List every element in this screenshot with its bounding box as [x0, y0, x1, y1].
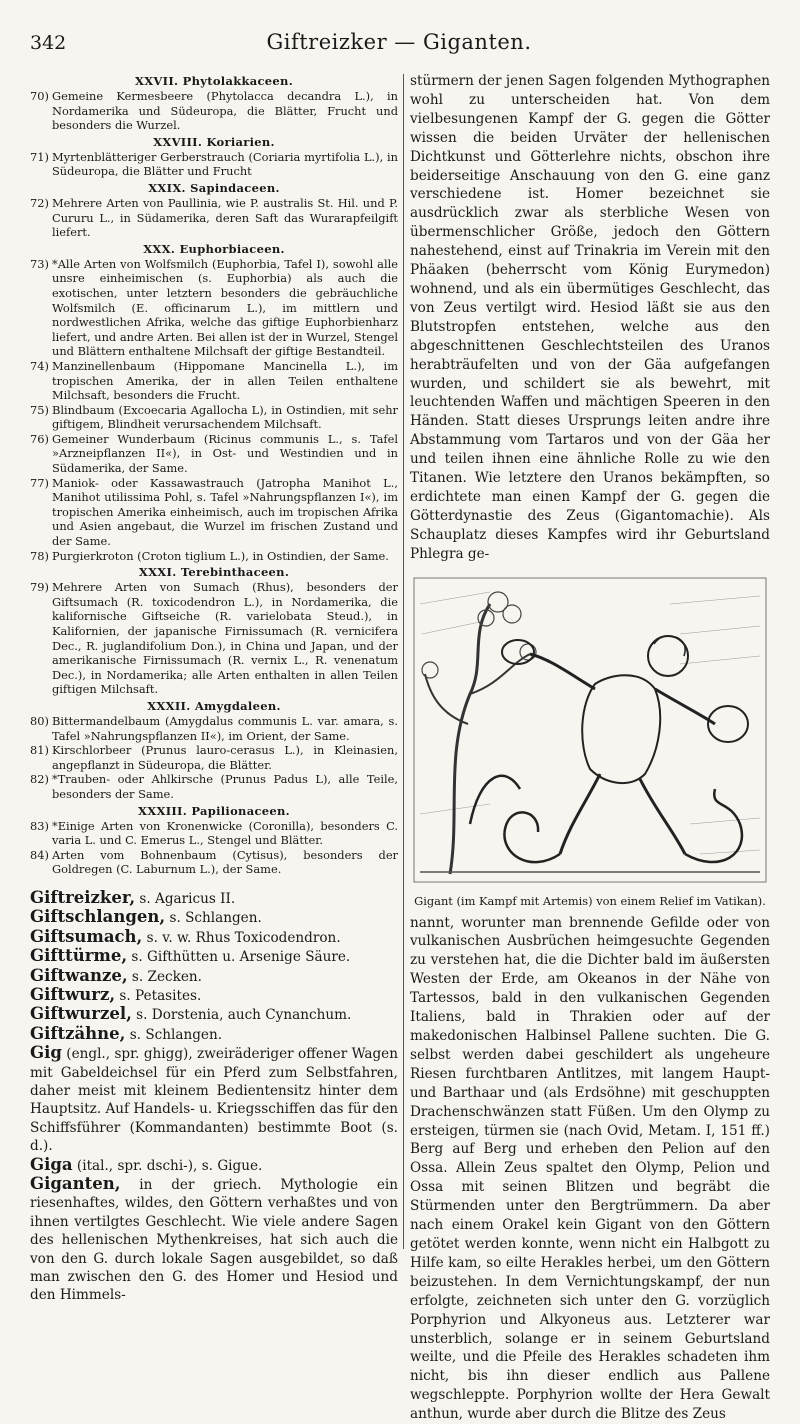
- plant-entry: [30, 150, 398, 179]
- plant-entry: [30, 476, 398, 549]
- entry-text: *Alle Arten von Wolfsmilch (Euphorbia, Tafel I), sowohl alle unsre einheimischen (s. Euphorbia) als auch die exotischen, unter letztern besonders die gebräuchliche Wolfsmilch (E. officinarum L.), im mittlern und nordwestlichen Afrika, welche das giftige Euphorbienharz liefert, und andre Arten. Bei allen ist der in Wurzel, Stengel und Blättern enthaltene Milchsaft der giftige Bestandteil.: [52, 256, 398, 359]
- family-heading: XXXIII. Papilionaceen.: [138, 803, 290, 818]
- lexicon-headword: Giftwurzel,: [30, 1004, 132, 1024]
- entry-number: 77): [30, 475, 49, 490]
- lexicon-headword: Gifttürme,: [30, 946, 128, 966]
- lexicon-entry: [30, 947, 398, 966]
- entry-text: Blindbaum (Excoecaria Agallocha L), in Ostindien, mit sehr giftigem, Blindheit verursachendem Milchsaft.: [52, 402, 398, 432]
- lexicon-definition: s. Agaricus II.: [135, 890, 236, 907]
- lexicon-definition: s. Petasites.: [115, 987, 202, 1004]
- lexicon-entry: [30, 1175, 398, 1305]
- right-column: [410, 72, 770, 1424]
- lexicon-definition: s. Gifthütten u. Arsenige Säure.: [127, 949, 351, 966]
- lexicon-definition: in der griech. Mythologie ein riesenhaftes, wildes, den Göttern verhaßtes und von ihnen vertilgtes Geschlecht. Wie viele andere Sagen des hellenischen Mythenkreises, hat sich auch die von den G. durch lokale Sagen ausgebildet, so daß man zwischen den G. des Homer und Hesiod und den Himmels-: [30, 1177, 398, 1304]
- lexicon-definition: (ital., spr. dschi-), s. Gigue.: [72, 1157, 263, 1174]
- entry-number: 81): [30, 743, 49, 758]
- poison-plant-list: [30, 74, 398, 877]
- page-header: [30, 30, 768, 64]
- entry-text: Bittermandelbaum (Amygdalus communis L. var. amara, s. Tafel »Nahrungspflanzen II«), im Orient, der Same.: [52, 713, 398, 743]
- lexicon-definition: s. Dorstenia, auch Cynanchum.: [131, 1007, 352, 1024]
- entry-number: 75): [30, 402, 49, 417]
- lexicon-entry: [30, 928, 398, 947]
- gigant-relief-illustration: [410, 574, 770, 886]
- entry-number: 71): [30, 149, 49, 164]
- entry-text: Maniok- oder Kassawastrauch (Jatropha Manihot L., Manihot utilissima Pohl, s. Tafel »Nahrungspflanzen I«), im tropischen Amerika einheimisch, auch im tropischen Afrika und Asien angebaut, die Wurzel im frischen Zustand und der Same.: [52, 475, 398, 549]
- lexicon-entry: [30, 1044, 398, 1155]
- family-heading: XXVIII. Koriarien.: [153, 134, 275, 149]
- entry-number: 76): [30, 431, 49, 446]
- entry-number: 80): [30, 713, 49, 728]
- plant-entry: [30, 714, 398, 743]
- lexicon-definition: (engl., spr. ghigg), zweiräderiger offener Wagen mit Gabeldeichsel für ein Pferd zum Selbstfahren, daher meist mit kleinem Bedientensitz hinter dem Hauptsitz. Auf Handels- u. Kriegsschiffen das für den Schiffsführer (Kommandanten) bestimmte Boot (s. d.).: [30, 1046, 398, 1155]
- entry-text: Manzinellenbaum (Hippomane Mancinella L.), im tropischen Amerika, der in allen Teilen enthaltene Milchsaft, besonders die Frucht.: [52, 358, 398, 403]
- entry-number: 79): [30, 580, 49, 595]
- entry-text: Gemeiner Wunderbaum (Ricinus communis L., s. Tafel »Arzneipflanzen II«), in Ost- und Westindien und in Südamerika, der Same.: [52, 431, 398, 476]
- entry-text: Myrtenblätteriger Gerberstrauch (Coriaria myrtifolia L.), in Südeuropa, die Blätter und Frucht: [52, 149, 398, 179]
- entry-number: 84): [30, 847, 49, 862]
- lexicon-entry: [30, 1005, 398, 1024]
- entry-number: 72): [30, 195, 49, 210]
- entry-text: Mehrere Arten von Paullinia, wie P. australis St. Hil. und P. Cururu L., in Südamerika, deren Saft das Wurarapfeilgift liefert.: [52, 195, 398, 240]
- lexicon-definition: s. Schlangen.: [165, 910, 262, 927]
- lexicon-entries: [30, 889, 398, 1305]
- entry-text: Gemeine Kermesbeere (Phytolacca decandra L.), in Nordamerika und Südeuropa, die Blätter, Frucht und besonders die Wurzel.: [52, 89, 398, 133]
- plant-entry: [30, 848, 398, 877]
- lexicon-headword: Giftzähne,: [30, 1023, 126, 1043]
- lexicon-entry: [30, 889, 398, 908]
- plant-entry: [30, 403, 398, 432]
- gigant-relief-figure: [410, 574, 770, 886]
- column-divider: [403, 74, 404, 1249]
- lexicon-headword: Giftsumach,: [30, 926, 143, 946]
- lexicon-entry: [30, 1156, 398, 1175]
- running-title: Giftreizker — Giganten.: [266, 30, 532, 54]
- plant-entry: [30, 819, 398, 848]
- entry-number: 83): [30, 818, 49, 833]
- plant-entry: [30, 432, 398, 476]
- entry-text: Arten vom Bohnenbaum (Cytisus), besonders der Goldregen (C. Laburnum L.), der Same.: [52, 847, 398, 877]
- lexicon-entry: [30, 986, 398, 1005]
- family-heading: XXXI. Terebinthaceen.: [138, 565, 290, 580]
- family-heading: XXXII. Amygdaleen.: [147, 698, 281, 713]
- plant-entry: [30, 743, 398, 772]
- lexicon-headword: Giftschlangen,: [30, 907, 166, 927]
- entry-text: *Trauben- oder Ahlkirsche (Prunus Padus L), alle Teile, besonders der Same.: [52, 772, 398, 801]
- entry-number: 74): [30, 358, 49, 373]
- plant-entry: [30, 580, 398, 697]
- figure-caption: Gigant (im Kampf mit Artemis) von einem Relief im Vatikan).: [414, 893, 766, 908]
- lexicon-headword: Giganten,: [30, 1174, 121, 1193]
- plant-entry: [30, 359, 398, 403]
- giganten-text-bottom: nannt, worunter man brennende Gefilde oder von vulkanischen Ausbrüchen heimgesuchte Gegenden zu verstehen hat, die die Dichter bald im äußersten Westen der Erde, am Okeanos in der Nähe von Tartessos, bald in den vulkanischen Gegenden Italiens, bald in Thrakien oder auf der makedonischen Halbinsel Pallene suchten. Die G. selbst werden dabei geschildert als ungeheure Riesen furchtbaren Antlitzes, mit langem Haupt- und Barthaar und (als Erdsöhne) mit geschuppten Drachenschwänzen statt Füßen. Um den Olymp zu ersteigen, türmen sie (nach Ovid, Metam. I, 151 ff.) Berg auf Berg und erheben den Pelion auf den Ossa. Allein Zeus spaltet den Olymp, Pelion und Ossa mit seinen Blitzen und begräbt die Stürmenden unter den Bergtrümmern. Da aber nach einem Orakel kein Gigant von den Göttern getötet werden konnte, wenn nicht ein Halbgott zu Hilfe kam, so eilte Herakles herbei, um den Göttern beizustehen. In dem Vernichtungskampf, der nun erfolgte, zeichneten sich unter den G. vorzüglich Porphyrion und Alkyoneus aus. Letzterer war unsterblich, solange er in seinem Geburtsland weilte, und die Pfeile des Herakles schadeten ihm nicht, bis ihn dieser endlich aus Pallene wegschleppte. Porphyrion wollte der Hera Gewalt anthun, wurde aber durch die Blitze des Zeus: [410, 914, 770, 1423]
- entry-text: Mehrere Arten von Sumach (Rhus), besonders der Giftsumach (R. toxicodendron L.), in Nordamerika, die kalifornische Giftseiche (R. varielobata Steud.), in Kalifornien, der japanische Firnissumach (R. vernicifera Dec., R. juglandifolium Don.), in China und Japan, und der amerikanische Firnissumach (R. vernix L., R. venenatum Dec.), in Nordamerika; alle Arten enthalten in allen Teilen giftigen Milchsaft.: [52, 580, 398, 697]
- left-column: [30, 72, 398, 1305]
- entry-text: Purgierkroton (Croton tiglium L.), in Ostindien, der Same.: [52, 548, 389, 563]
- entry-number: 78): [30, 548, 49, 563]
- plant-entry: [30, 772, 398, 801]
- entry-number: 70): [30, 89, 49, 103]
- lexicon-definition: s. Schlangen.: [125, 1026, 223, 1043]
- plant-entry: [30, 549, 398, 564]
- lexicon-headword: Giftwanze,: [30, 965, 128, 985]
- page-number: 342: [30, 32, 67, 54]
- lexicon-headword: Giga: [30, 1154, 73, 1174]
- lexicon-entry: [30, 908, 398, 927]
- lexicon-definition: s. v. w. Rhus Toxicodendron.: [142, 929, 341, 946]
- plant-entry: [30, 89, 398, 133]
- lexicon-headword: Gig: [30, 1043, 62, 1063]
- entry-number: 82): [30, 772, 49, 787]
- lexicon-definition: s. Zecken.: [127, 968, 202, 985]
- family-heading: XXX. Euphorbiaceen.: [143, 241, 285, 256]
- plant-entry: [30, 196, 398, 240]
- lexicon-headword: Giftwurz,: [30, 984, 116, 1004]
- family-heading: XXVII. Phytolakkaceen.: [134, 74, 293, 88]
- entry-text: Kirschlorbeer (Prunus lauro-cerasus L.), in Kleinasien, angepflanzt in Südeuropa, die Blätter.: [52, 743, 398, 772]
- family-heading: XXIX. Sapindaceen.: [148, 180, 280, 195]
- lexicon-headword: Giftreizker,: [30, 887, 136, 907]
- entry-number: 73): [30, 256, 49, 271]
- entry-text: *Einige Arten von Kronenwicke (Coronilla), besonders C. varia L. und C. Emerus L., Stengel und Blätter.: [52, 818, 398, 848]
- lexicon-entry: [30, 967, 398, 986]
- plant-entry: [30, 257, 398, 359]
- giganten-text-top: stürmern der jenen Sagen folgenden Mythographen wohl zu unterscheiden hat. Von dem vielbesungenen Kampf der G. gegen die Götter wissen die beiden Urväter der hellenischen Dichtkunst und Götterlehre nichts, obschon ihre beiderseitige Anschauung von den G. eine ganz verschiedene ist. Homer bezeichnet sie ausdrücklich zwar als sterbliche Wesen von übermenschlicher Größe, jedoch den Göttern nahestehend, einst auf Trinakria im Verein mit den Phäaken (beherrscht vom König Eurymedon) wohnend, und als ein übermütiges Geschlecht, das von Zeus vertilgt wird. Hesiod läßt sie aus den Blutstropfen entstehen, welche aus den abgeschnittenen Geschlechtsteilen des Uranos herabträufelten und von der Gäa aufgefangen wurden, und schildert sie als bewehrt, mit leuchtenden Waffen und mächtigen Speeren in den Händen. Statt dieses Ursprungs leiten andre ihre Abstammung vom Tartaros und von der Gäa her und teilen ihnen eine ähnliche Rolle zu wie den Titanen. Wie letztere den Uranos bekämpften, so erdichtete man einen Kampf der G. gegen die Götterdynastie des Zeus (Gigantomachie). Als Schauplatz dieses Kampfes wird ihr Geburtsland Phlegra ge-: [410, 73, 770, 562]
- lexicon-entry: [30, 1025, 398, 1044]
